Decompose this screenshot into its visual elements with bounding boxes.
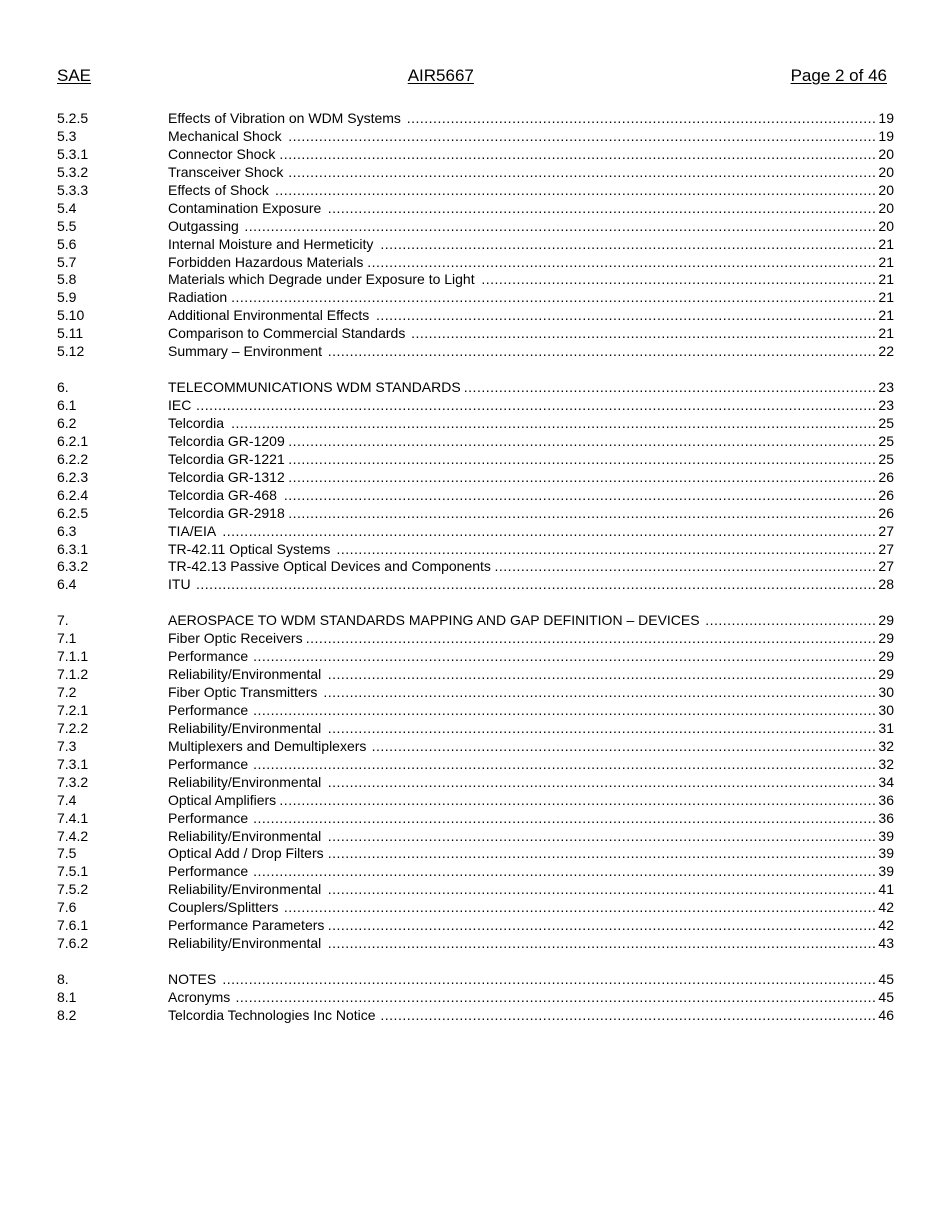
toc-entry-title: TR-42.13 Passive Optical Devices and Components bbox=[168, 558, 491, 575]
dot-leader: .............................................................................................................................................. bbox=[253, 701, 877, 718]
toc-entry-number: 7.6.1 bbox=[57, 917, 89, 934]
dot-leader: ............................................................................................................................. bbox=[327, 827, 877, 844]
toc-entry-page: 29 bbox=[878, 612, 894, 629]
toc-entry-number: 6.1 bbox=[57, 397, 77, 413]
toc-entry[interactable] bbox=[57, 128, 894, 146]
toc-entry-number: 5.10 bbox=[57, 307, 85, 324]
toc-entry-title: Reliability/Environmental bbox=[168, 666, 322, 683]
toc-entry-title: Effects of Vibration on WDM Systems bbox=[168, 110, 401, 126]
toc-entry-page: 20 bbox=[878, 181, 894, 198]
toc-entry-number: 7.5.2 bbox=[57, 881, 89, 898]
toc-entry-title: Mechanical Shock bbox=[168, 127, 282, 144]
toc-entry[interactable] bbox=[57, 236, 894, 254]
dot-leader: ....................................... bbox=[705, 612, 877, 629]
dot-leader: .............................................................................................................................................. bbox=[253, 863, 877, 880]
toc-entry-number: 7.3.1 bbox=[57, 755, 89, 772]
toc-entry-title: Multiplexers and Demultiplexers bbox=[168, 737, 367, 754]
toc-entry-page: 29 bbox=[878, 666, 894, 683]
toc-entry-page: 45 bbox=[878, 988, 894, 1005]
toc-entry[interactable] bbox=[57, 146, 894, 164]
toc-entry-number: 5.2.5 bbox=[57, 110, 89, 126]
toc-entry[interactable] bbox=[57, 289, 894, 307]
toc-entry-page: 36 bbox=[878, 809, 894, 826]
toc-entry-title: Contamination Exposure bbox=[168, 199, 322, 216]
toc-entry[interactable] bbox=[57, 182, 894, 200]
toc-entry-title: Telcordia Technologies Inc Notice bbox=[168, 1006, 376, 1023]
toc-entry-title: Outgassing bbox=[168, 217, 239, 234]
toc-entry[interactable] bbox=[57, 505, 894, 523]
toc-entry-page: 23 bbox=[878, 379, 894, 396]
toc-entry-number: 5.3.1 bbox=[57, 145, 89, 162]
dot-leader: ...................................................................................................................................... bbox=[288, 468, 877, 485]
toc-entry-page: 20 bbox=[878, 163, 894, 180]
toc-entry-page: 46 bbox=[878, 1006, 894, 1023]
dot-leader: ..................................................................................................................................................... bbox=[222, 971, 877, 987]
toc-entry-title: TELECOMMUNICATIONS WDM STANDARDS bbox=[168, 379, 461, 396]
toc-entry-page: 34 bbox=[878, 773, 894, 790]
dot-leader: ................................................................................................................... bbox=[371, 737, 877, 754]
toc-entry[interactable] bbox=[57, 218, 894, 236]
dot-leader: ...................................................................................................................................... bbox=[288, 450, 877, 467]
toc-entry[interactable] bbox=[57, 630, 894, 648]
toc-entry[interactable] bbox=[57, 828, 894, 846]
toc-entry-number: 7.6.2 bbox=[57, 935, 89, 952]
toc-entry-number: 5.5 bbox=[57, 217, 77, 234]
toc-entry-page: 30 bbox=[878, 684, 894, 700]
dot-leader: ........................................................................................................................................................... bbox=[196, 576, 877, 593]
toc-entry[interactable] bbox=[57, 487, 894, 505]
toc-entry-number: 6.2.1 bbox=[57, 432, 89, 449]
dot-leader: ............................................................................................................................. bbox=[327, 773, 877, 790]
toc-entry-page: 26 bbox=[878, 468, 894, 485]
dot-leader: ............................................................................................................................. bbox=[327, 917, 877, 934]
toc-entry-number: 6.2.4 bbox=[57, 486, 89, 503]
toc-entry[interactable] bbox=[57, 415, 894, 433]
section-spacer bbox=[57, 594, 894, 612]
toc-entry[interactable] bbox=[57, 845, 894, 863]
toc-entry[interactable] bbox=[57, 774, 894, 792]
toc-entry-title: Performance bbox=[168, 648, 249, 665]
dot-leader: ............................................................................................................................. bbox=[327, 881, 877, 898]
toc-entry-page: 21 bbox=[878, 253, 894, 270]
toc-entry[interactable] bbox=[57, 451, 894, 469]
toc-entry-number: 7.2.2 bbox=[57, 719, 89, 736]
dot-leader: ............................................................................................................................. bbox=[327, 666, 877, 683]
toc-entry[interactable] bbox=[57, 576, 894, 594]
toc-entry-page: 42 bbox=[878, 899, 894, 916]
dot-leader: ........................................................................................................................................................... bbox=[196, 397, 877, 413]
toc-entry-title: Transceiver Shock bbox=[168, 163, 284, 180]
toc-entry-title: Internal Moisture and Hermeticity bbox=[168, 235, 374, 252]
toc-entry-number: 7.4.1 bbox=[57, 809, 89, 826]
toc-entry-page: 27 bbox=[878, 540, 894, 557]
toc-entry-title: Radiation bbox=[168, 289, 228, 306]
toc-entry[interactable] bbox=[57, 254, 894, 272]
toc-entry-number: 7.5.1 bbox=[57, 863, 89, 880]
toc-entry[interactable] bbox=[57, 1007, 894, 1025]
dot-leader: .............................................................................................. bbox=[463, 379, 877, 396]
toc-entry-page: 27 bbox=[878, 522, 894, 539]
toc-entry[interactable] bbox=[57, 612, 894, 630]
toc-entry-number: 6.4 bbox=[57, 576, 77, 593]
toc-entry-page: 22 bbox=[878, 343, 894, 360]
toc-entry[interactable] bbox=[57, 863, 894, 881]
toc-entry-title: Additional Environmental Effects bbox=[168, 307, 370, 324]
toc-entry-page: 29 bbox=[878, 630, 894, 647]
toc-entry-title: Fiber Optic Receivers bbox=[168, 630, 303, 647]
toc-entry-title: Telcordia GR-1209 bbox=[168, 432, 285, 449]
toc-entry-page: 25 bbox=[878, 432, 894, 449]
toc-entry-number: 7.1.1 bbox=[57, 648, 89, 665]
dot-leader: .......................................................................................................... bbox=[411, 325, 877, 342]
dot-leader: ........................................................................................................... bbox=[406, 110, 877, 126]
toc-entry-page: 25 bbox=[878, 450, 894, 467]
toc-entry[interactable] bbox=[57, 307, 894, 325]
toc-entry-title: Summary – Environment bbox=[168, 343, 323, 360]
toc-entry-title: Performance bbox=[168, 809, 249, 826]
dot-leader: .................................................................................................................. bbox=[376, 307, 877, 324]
dot-leader: ................................................................................................................. bbox=[380, 235, 877, 252]
dot-leader: ............................................................................................................................. bbox=[327, 343, 877, 360]
dot-leader: .............................................................................................................................................. bbox=[253, 648, 877, 665]
toc-entry-page: 21 bbox=[878, 289, 894, 306]
toc-entry-title: Performance Parameters bbox=[168, 917, 325, 934]
toc-entry-page: 20 bbox=[878, 145, 894, 162]
toc-entry-title: Performance bbox=[168, 701, 249, 718]
toc-entry[interactable] bbox=[57, 684, 894, 702]
dot-leader: ................................................................................................................................................ bbox=[244, 217, 877, 234]
dot-leader: .................................................................................................................... bbox=[367, 253, 877, 270]
toc-entry-number: 7.4 bbox=[57, 791, 77, 808]
toc-entry-title: Comparison to Commercial Standards bbox=[168, 325, 406, 342]
toc-entry-title: Telcordia GR-2918 bbox=[168, 504, 285, 521]
toc-entry-title: Reliability/Environmental bbox=[168, 773, 322, 790]
toc-entry-number: 8.2 bbox=[57, 1006, 77, 1023]
toc-entry-page: 45 bbox=[878, 971, 894, 987]
toc-entry[interactable] bbox=[57, 397, 894, 415]
toc-entry-number: 6.2 bbox=[57, 414, 77, 431]
dot-leader: ................................................................................................................. bbox=[380, 1006, 877, 1023]
toc-entry-page: 31 bbox=[878, 719, 894, 736]
toc-entry-page: 28 bbox=[878, 576, 894, 593]
toc-entry-title: IEC bbox=[168, 397, 192, 413]
toc-entry-page: 26 bbox=[878, 486, 894, 503]
table-of-contents bbox=[57, 110, 894, 1025]
toc-entry-number: 7.2 bbox=[57, 684, 77, 700]
toc-entry[interactable] bbox=[57, 666, 894, 684]
header-page-number: Page 2 of 46 bbox=[790, 66, 887, 85]
toc-entry-page: 25 bbox=[878, 414, 894, 431]
toc-entry-title: Forbidden Hazardous Materials bbox=[168, 253, 364, 270]
toc-entry-number: 8.1 bbox=[57, 988, 77, 1005]
section-spacer bbox=[57, 953, 894, 971]
dot-leader: ...................................................................................................................................... bbox=[288, 163, 877, 180]
dot-leader: ........................................................................................................................................ bbox=[279, 145, 877, 162]
toc-entry-page: 32 bbox=[878, 737, 894, 754]
toc-entry[interactable] bbox=[57, 164, 894, 182]
toc-entry-title: Reliability/Environmental bbox=[168, 719, 322, 736]
toc-entry-title: Couplers/Splitters bbox=[168, 899, 279, 916]
toc-entry-number: 5.6 bbox=[57, 235, 77, 252]
toc-entry-page: 20 bbox=[878, 217, 894, 234]
toc-entry-number: 5.12 bbox=[57, 343, 85, 360]
header-org: SAE bbox=[57, 66, 92, 85]
toc-entry-number: 6.2.5 bbox=[57, 504, 89, 521]
dot-leader: .............................................................................................................................................. bbox=[253, 755, 877, 772]
toc-entry[interactable] bbox=[57, 379, 894, 397]
page-header bbox=[57, 66, 887, 88]
toc-entry-number: 8. bbox=[57, 971, 69, 987]
toc-entry-page: 23 bbox=[878, 397, 894, 413]
toc-entry[interactable] bbox=[57, 810, 894, 828]
toc-entry-title: Reliability/Environmental bbox=[168, 881, 322, 898]
toc-entry-number: 7.4.2 bbox=[57, 827, 89, 844]
toc-entry-page: 19 bbox=[878, 127, 894, 144]
dot-leader: ............................................................................................................................. bbox=[327, 935, 877, 952]
toc-entry-page: 39 bbox=[878, 863, 894, 880]
dot-leader: ............................................................................................................................. bbox=[327, 199, 877, 216]
toc-entry[interactable] bbox=[57, 523, 894, 541]
toc-entry-number: 6.3 bbox=[57, 522, 77, 539]
toc-entry-number: 7.3 bbox=[57, 737, 77, 754]
toc-entry-page: 21 bbox=[878, 325, 894, 342]
toc-entry[interactable] bbox=[57, 325, 894, 343]
toc-entry[interactable] bbox=[57, 648, 894, 666]
toc-entry-page: 19 bbox=[878, 110, 894, 126]
toc-entry-number: 6.2.2 bbox=[57, 450, 89, 467]
dot-leader: .................................................................................................................................. bbox=[305, 630, 877, 647]
toc-entry-number: 5.3.3 bbox=[57, 181, 89, 198]
toc-entry-number: 7.3.2 bbox=[57, 773, 89, 790]
dot-leader: ....................................................................................................................................... bbox=[283, 899, 877, 916]
toc-entry-page: 26 bbox=[878, 504, 894, 521]
toc-entry-number: 5.3 bbox=[57, 127, 77, 144]
toc-entry-page: 21 bbox=[878, 307, 894, 324]
toc-entry-number: 7. bbox=[57, 612, 69, 629]
toc-entry-number: 7.5 bbox=[57, 845, 77, 862]
toc-entry-title: Telcordia GR-468 bbox=[168, 486, 277, 503]
dot-leader: ...................................................................................................................................... bbox=[288, 127, 877, 144]
toc-entry-page: 20 bbox=[878, 199, 894, 216]
toc-entry-title: Telcordia GR-1312 bbox=[168, 468, 285, 485]
dot-leader: .............................................................................................................................................. bbox=[253, 809, 877, 826]
toc-entry-title: Materials which Degrade under Exposure to Light bbox=[168, 271, 475, 288]
toc-entry[interactable] bbox=[57, 200, 894, 218]
dot-leader: ....................................................................................... bbox=[494, 558, 877, 575]
toc-entry[interactable] bbox=[57, 792, 894, 810]
toc-entry-title: Reliability/Environmental bbox=[168, 827, 322, 844]
toc-entry[interactable] bbox=[57, 971, 894, 989]
toc-entry-number: 5.9 bbox=[57, 289, 77, 306]
toc-entry-title: Telcordia bbox=[168, 414, 225, 431]
dot-leader: ...................................................................................................................................... bbox=[288, 432, 877, 449]
toc-entry-title: Effects of Shock bbox=[168, 181, 269, 198]
toc-entry[interactable] bbox=[57, 738, 894, 756]
toc-entry-number: 5.11 bbox=[57, 325, 84, 342]
toc-entry-number: 6.2.3 bbox=[57, 468, 89, 485]
toc-entry-page: 39 bbox=[878, 827, 894, 844]
toc-entry[interactable] bbox=[57, 989, 894, 1007]
toc-entry-number: 5.8 bbox=[57, 271, 77, 288]
toc-entry-title: Reliability/Environmental bbox=[168, 935, 322, 952]
toc-entry-number: 5.7 bbox=[57, 253, 77, 270]
toc-entry-title: Telcordia GR-1221 bbox=[168, 450, 285, 467]
toc-entry[interactable] bbox=[57, 558, 894, 576]
toc-entry[interactable] bbox=[57, 433, 894, 451]
dot-leader: ......................................................................................................................................... bbox=[275, 181, 877, 198]
toc-entry-page: 29 bbox=[878, 648, 894, 665]
toc-entry-number: 7.1 bbox=[57, 630, 77, 647]
toc-entry-title: NOTES bbox=[168, 971, 217, 987]
dot-leader: ........................................................................................................................... bbox=[336, 540, 877, 557]
toc-entry-number: 7.2.1 bbox=[57, 701, 89, 718]
dot-leader: ..................................................................................................................................................... bbox=[222, 522, 877, 539]
toc-entry-number: 5.4 bbox=[57, 199, 77, 216]
toc-entry-page: 27 bbox=[878, 558, 894, 575]
toc-entry-number: 7.1.2 bbox=[57, 666, 89, 683]
toc-entry-title: Fiber Optic Transmitters bbox=[168, 684, 318, 700]
toc-entry-page: 30 bbox=[878, 701, 894, 718]
toc-entry-number: 6.3.1 bbox=[57, 540, 89, 557]
toc-entry-title: Optical Amplifiers bbox=[168, 791, 277, 808]
toc-entry-page: 42 bbox=[878, 917, 894, 934]
toc-entry[interactable] bbox=[57, 917, 894, 935]
toc-entry-page: 41 bbox=[878, 881, 894, 898]
dot-leader: ........................................................................................................................................ bbox=[279, 791, 877, 808]
section-spacer bbox=[57, 361, 894, 379]
toc-entry-title: Acronyms bbox=[168, 988, 231, 1005]
toc-entry-page: 39 bbox=[878, 845, 894, 862]
toc-entry-title: TR-42.11 Optical Systems bbox=[168, 540, 331, 557]
toc-entry-title: TIA/EIA bbox=[168, 522, 217, 539]
toc-entry-title: AEROSPACE TO WDM STANDARDS MAPPING AND GAP DEFINITION – DEVICES bbox=[168, 612, 700, 629]
toc-entry[interactable] bbox=[57, 469, 894, 487]
dot-leader: ....................................................................................................................................... bbox=[283, 486, 877, 503]
toc-entry[interactable] bbox=[57, 702, 894, 720]
toc-entry[interactable] bbox=[57, 899, 894, 917]
dot-leader: .................................................................................................................................................. bbox=[235, 988, 877, 1005]
toc-entry-number: 7.6 bbox=[57, 899, 77, 916]
dot-leader: .............................................................................................................................. bbox=[323, 684, 877, 700]
toc-entry-title: ITU bbox=[168, 576, 191, 593]
toc-entry-title: Optical Add / Drop Filters bbox=[168, 845, 324, 862]
toc-entry[interactable] bbox=[57, 541, 894, 559]
toc-entry[interactable] bbox=[57, 881, 894, 899]
toc-entry-number: 5.3.2 bbox=[57, 163, 89, 180]
toc-entry[interactable] bbox=[57, 271, 894, 289]
toc-entry-page: 32 bbox=[878, 755, 894, 772]
dot-leader: .......................................................................................... bbox=[481, 271, 877, 288]
toc-entry-title: Performance bbox=[168, 755, 249, 772]
header-doc-id: AIR5667 bbox=[407, 66, 474, 85]
toc-entry[interactable] bbox=[57, 343, 894, 361]
toc-entry-number: 6. bbox=[57, 379, 69, 396]
toc-entry-title: Connector Shock bbox=[168, 145, 276, 162]
toc-entry[interactable] bbox=[57, 720, 894, 738]
toc-entry-page: 43 bbox=[878, 935, 894, 952]
dot-leader: ................................................................................................................................................... bbox=[231, 414, 877, 431]
dot-leader: ............................................................................................................................. bbox=[327, 719, 877, 736]
toc-entry-number: 6.3.2 bbox=[57, 558, 89, 575]
dot-leader: ...................................................................................................................................... bbox=[288, 504, 877, 521]
toc-entry-page: 21 bbox=[878, 271, 894, 288]
dot-leader: ............................................................................................................................. bbox=[327, 845, 877, 862]
toc-entry-title: Performance bbox=[168, 863, 249, 880]
toc-entry[interactable] bbox=[57, 935, 894, 953]
toc-entry[interactable] bbox=[57, 110, 894, 128]
toc-entry[interactable] bbox=[57, 756, 894, 774]
toc-entry-page: 21 bbox=[878, 235, 894, 252]
toc-entry-page: 36 bbox=[878, 791, 894, 808]
dot-leader: ................................................................................................................................................... bbox=[231, 289, 877, 306]
